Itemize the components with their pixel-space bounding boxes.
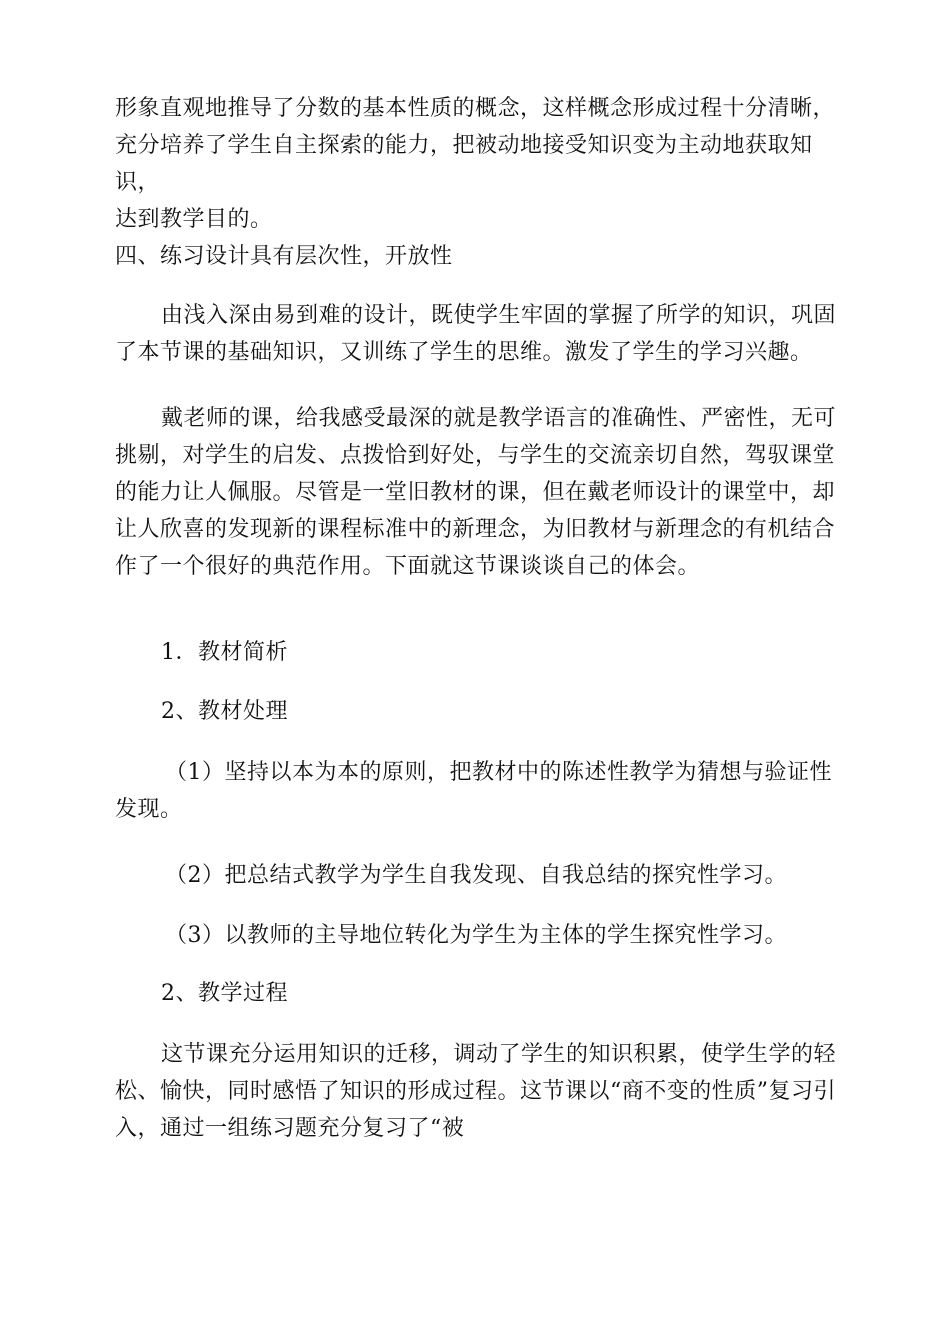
practice-paragraph: 由浅入深由易到难的设计，既使学生牢固的掌握了所学的知识，巩固了本节课的基础知识，又训练了学生的思维。激发了学生的学习兴趣。 — [115, 303, 837, 365]
intro-line: 达到教学目的。 — [115, 207, 273, 232]
intro-paragraph — [115, 90, 840, 238]
sub-item-one: （1）坚持以本为本的原则，把教材中的陈述性教学为猜想与验证性发现。 — [115, 760, 832, 822]
intro-line: 充分培养了学生自主探索的能力，把被动地接受知识变为主动地获取知识， — [115, 133, 813, 195]
teacher-paragraph: 戴老师的课，给我感受最深的就是教学语言的准确性、严密性，无可挑剔，对学生的启发、点拨恰到好处，与学生的交流亲切自然，驾驭课堂的能力让人佩服。尽管是一堂旧教材的课，但在戴老师设计的课堂中，却让人欣喜的发现新的课程标准中的新理念，为旧教材与新理念的有机结合作了一个很好的典范作用。下面就这节课谈谈自己的体会。 — [115, 406, 837, 579]
sub-item-three: （3）以教师的主导地位转化为学生为主体的学生探究性学习。 — [165, 923, 787, 948]
sub-item-two: （2）把总结式教学为学生自我发现、自我总结的探究性学习。 — [165, 863, 787, 888]
list-item-textbook-analysis: 1．教材简析 — [161, 640, 288, 665]
process-paragraph: 这节课充分运用知识的迁移，调动了学生的知识积累，使学生学的轻松、愉快，同时感悟了知识的形成过程。这节课以“商不变的性质”复习引入，通过一组练习题充分复习了“被 — [115, 1042, 837, 1141]
section-heading-four: 四、练习设计具有层次性，开放性 — [115, 244, 453, 269]
intro-line: 形象直观地推导了分数的基本性质的概念，这样概念形成过程十分清晰， — [115, 96, 836, 121]
list-item-teaching-process: 2、教学过程 — [161, 981, 288, 1006]
list-item-textbook-processing: 2、教材处理 — [161, 699, 288, 724]
